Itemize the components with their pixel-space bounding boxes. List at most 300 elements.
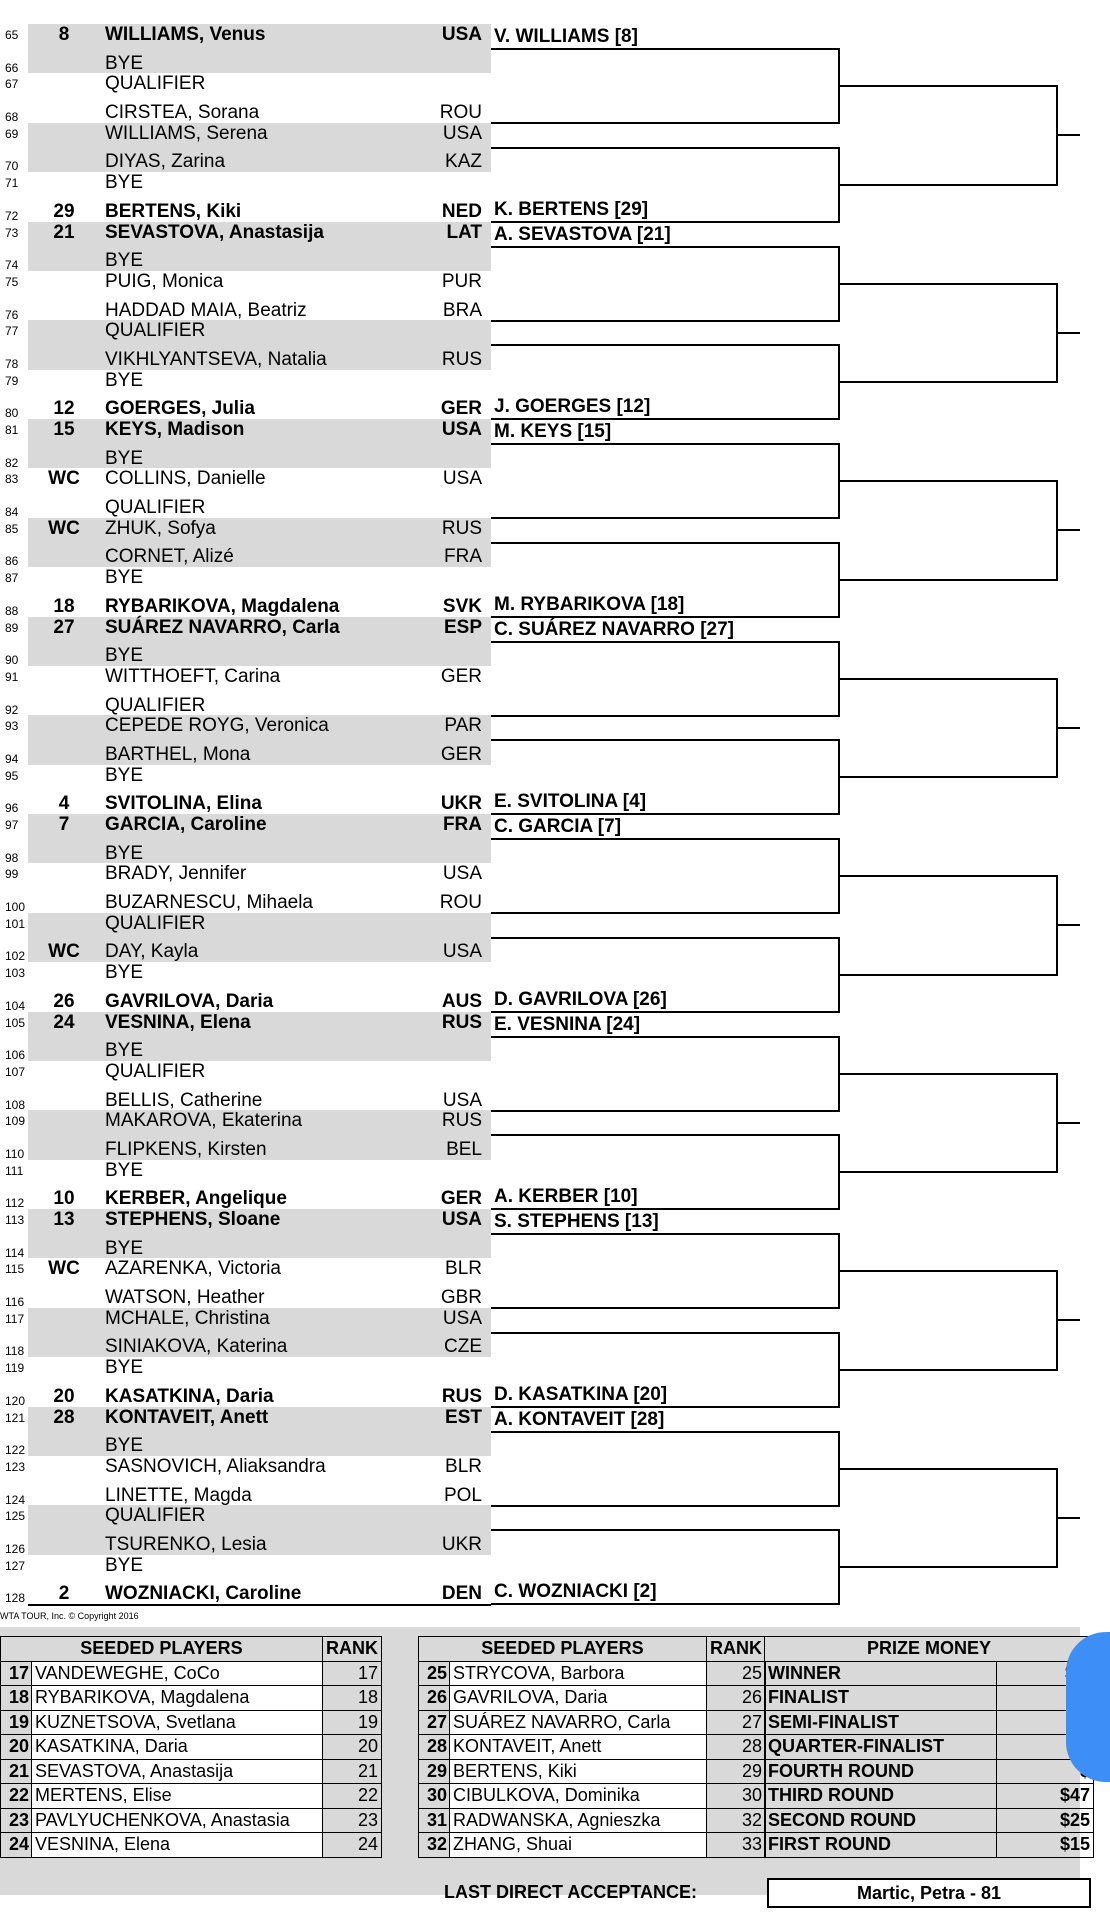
draw-entry — [0, 24, 492, 49]
row-shading — [28, 839, 491, 864]
bracket-line — [491, 517, 838, 519]
draw-position: 115 — [5, 1262, 25, 1277]
draw-table — [0, 24, 492, 1604]
prize-money-header: PRIZE MONEY — [765, 1637, 1094, 1662]
seed-number: 21 — [1, 1759, 32, 1784]
player-name: TSURENKO, Lesia — [105, 1533, 267, 1555]
seed-number: 20 — [1, 1735, 32, 1760]
bracket-line — [491, 1233, 838, 1235]
prize-row — [765, 1759, 1094, 1784]
draw-entry — [0, 1555, 492, 1580]
seeded-row — [419, 1784, 766, 1809]
seeded-row — [419, 1833, 766, 1858]
seeded-player-name: SUÁREZ NAVARRO, Carla — [450, 1710, 707, 1735]
player-name: BYE — [105, 1435, 144, 1457]
player-name: CORNET, Alizé — [105, 546, 234, 568]
draw-position: 82 — [5, 455, 19, 470]
bracket-line — [1056, 1468, 1058, 1569]
bracket-line — [838, 1369, 1056, 1371]
draw-entry — [0, 73, 492, 98]
draw-position: 128 — [5, 1591, 26, 1606]
draw-position: 102 — [5, 949, 26, 964]
player-name: COLLINS, Danielle — [105, 468, 266, 490]
draw-position: 124 — [5, 1492, 26, 1507]
player-name: BELLIS, Catherine — [105, 1089, 263, 1111]
draw-position: 106 — [5, 1048, 26, 1063]
seed-label: WC — [48, 517, 80, 539]
draw-position: 112 — [5, 1196, 25, 1211]
country-code: USA — [441, 1209, 482, 1230]
draw-position: 81 — [5, 423, 19, 437]
prize-row — [765, 1710, 1094, 1735]
bracket-line — [838, 974, 1056, 976]
draw-position: 92 — [5, 702, 19, 717]
player-name: KONTAVEIT, Anett — [105, 1406, 269, 1428]
seeded-player-name: RADWANSKA, Agnieszka — [450, 1808, 707, 1833]
draw-entry — [0, 542, 492, 567]
player-name: BYE — [105, 962, 144, 984]
player-name: BRADY, Jennifer — [105, 863, 247, 885]
seeded-player-rank: 33 — [707, 1833, 766, 1858]
draw-entry — [0, 246, 492, 271]
bracket-line — [491, 147, 838, 149]
country-code: BLR — [445, 1455, 482, 1477]
seeded-player-rank: 20 — [323, 1735, 382, 1760]
player-name: BARTHEL, Mona — [105, 743, 251, 765]
bracket-line — [491, 838, 838, 840]
country-code: SVK — [442, 595, 482, 617]
bracket-line — [838, 184, 1056, 186]
bracket-line — [838, 1073, 1056, 1075]
seed-number: 29 — [419, 1759, 450, 1784]
draw-position: 88 — [5, 603, 19, 618]
draw-entry — [0, 814, 492, 839]
country-code: RUS — [441, 517, 482, 539]
draw-entry — [0, 419, 492, 444]
seed-number: 24 — [1, 1833, 32, 1858]
prize-amount: $15 — [997, 1833, 1094, 1858]
country-code: GER — [440, 743, 482, 765]
bracket-line — [491, 320, 838, 322]
bracket-line — [491, 739, 838, 741]
player-name: ZHUK, Sofya — [105, 517, 216, 539]
player-name: SASNOVICH, Aliaksandra — [105, 1455, 326, 1477]
draw-entry — [0, 172, 492, 197]
seeded-players-header: SEEDED PLAYERS — [1, 1637, 323, 1662]
draw-entry — [0, 617, 492, 642]
country-code: USA — [441, 419, 482, 440]
draw-position: 104 — [5, 998, 26, 1013]
seeded-player-name: KONTAVEIT, Anett — [450, 1735, 707, 1760]
seed-number: 28 — [419, 1735, 450, 1760]
advancer-label: D. KASATKINA [20] — [494, 1383, 668, 1405]
seeded-player-name: SEVASTOVA, Anastasija — [32, 1759, 323, 1784]
player-name: MCHALE, Christina — [105, 1307, 270, 1329]
seeded-player-rank: 23 — [323, 1808, 382, 1833]
country-code: DEN — [441, 1583, 482, 1605]
prize-row — [765, 1735, 1094, 1760]
prize-round: FOURTH ROUND — [765, 1759, 997, 1784]
country-code: RUS — [441, 1385, 482, 1407]
player-name: VESNINA, Elena — [105, 1011, 251, 1033]
seed-number: 31 — [419, 1808, 450, 1833]
player-name: BYE — [105, 1554, 144, 1576]
draw-position: 114 — [5, 1245, 25, 1260]
draw-position: 70 — [5, 159, 19, 174]
country-code: RUS — [441, 1110, 482, 1132]
country-code: GER — [440, 1188, 482, 1210]
country-code: BEL — [446, 1138, 482, 1160]
country-code: USA — [441, 24, 482, 45]
seeded-player-name: GAVRILOVA, Daria — [450, 1686, 707, 1711]
draw-position: 121 — [5, 1410, 26, 1425]
bracket-line — [838, 678, 1056, 680]
seeded-player-rank: 30 — [707, 1784, 766, 1809]
bracket-line — [838, 875, 1056, 877]
player-name: DIYAS, Zarina — [105, 151, 226, 173]
bracket-line — [491, 1036, 838, 1038]
bracket-line — [1056, 924, 1080, 926]
player-name: KASATKINA, Daria — [105, 1385, 274, 1407]
draw-entry — [0, 1086, 492, 1111]
draw-entry — [0, 1135, 492, 1160]
seed-label: 4 — [58, 793, 70, 815]
bracket-line — [838, 85, 1056, 87]
player-name: KERBER, Angelique — [105, 1188, 287, 1210]
bracket-line — [491, 641, 838, 643]
player-name: BYE — [105, 172, 144, 194]
seeded-row — [1, 1808, 382, 1833]
bracket-line — [491, 912, 838, 914]
bracket-line — [838, 937, 840, 1013]
seed-label: WC — [48, 941, 80, 963]
seed-number: 22 — [1, 1784, 32, 1809]
bracket-line — [838, 381, 1056, 383]
bracket-line — [491, 1603, 838, 1605]
player-name: QUALIFIER — [105, 73, 206, 95]
prize-amount: $47 — [997, 1784, 1094, 1809]
player-name: WATSON, Heather — [105, 1287, 265, 1309]
prize-row — [765, 1833, 1094, 1858]
seeded-player-rank: 24 — [323, 1833, 382, 1858]
draw-position: 87 — [5, 571, 19, 586]
player-name: GOERGES, Julia — [105, 398, 255, 420]
prize-row — [765, 1686, 1094, 1711]
draw-bottom-rule — [28, 1604, 491, 1606]
player-name: SVITOLINA, Elina — [105, 793, 262, 815]
draw-position: 98 — [5, 850, 19, 865]
draw-position: 72 — [5, 208, 19, 223]
draw-position: 85 — [5, 521, 19, 536]
draw-entry — [0, 271, 492, 296]
draw-entry — [0, 296, 492, 321]
seeded-player-rank: 28 — [707, 1735, 766, 1760]
bracket-line — [1056, 727, 1080, 729]
country-code: AUS — [441, 990, 482, 1012]
player-name: BYE — [105, 250, 144, 272]
draw-position: 123 — [5, 1459, 26, 1474]
draw-entry — [0, 962, 492, 987]
player-name: LINETTE, Magda — [105, 1484, 252, 1506]
prize-round: THIRD ROUND — [765, 1784, 997, 1809]
seeded-player-name: STRYCOVA, Barbora — [450, 1661, 707, 1686]
draw-position: 86 — [5, 554, 19, 569]
seeded-player-rank: 27 — [707, 1710, 766, 1735]
draw-entry — [0, 1012, 492, 1037]
country-code: USA — [442, 941, 482, 963]
draw-entry — [0, 937, 492, 962]
draw-entry — [0, 765, 492, 790]
draw-position: 117 — [5, 1311, 25, 1326]
advancer-label: M. RYBARIKOVA [18] — [494, 593, 685, 615]
country-code: ROU — [439, 892, 482, 914]
draw-position: 119 — [5, 1361, 25, 1376]
draw-entry — [0, 1036, 492, 1061]
player-name: BYE — [105, 567, 144, 589]
country-code: RUS — [441, 348, 482, 370]
seeded-row — [419, 1686, 766, 1711]
bracket-line — [838, 1332, 840, 1408]
seed-label: 15 — [53, 419, 75, 440]
draw-entry — [0, 567, 492, 592]
bracket-line — [1056, 283, 1058, 384]
country-code: ESP — [443, 616, 482, 638]
player-name: WILLIAMS, Venus — [105, 24, 266, 45]
draw-entry — [0, 1308, 492, 1333]
draw-position: 101 — [5, 916, 26, 931]
country-code: USA — [442, 863, 482, 885]
player-name: FLIPKENS, Kirsten — [105, 1138, 267, 1160]
bracket-line — [491, 715, 838, 717]
bracket-line — [491, 1406, 838, 1408]
bracket-line — [1056, 332, 1080, 334]
draw-position: 79 — [5, 373, 19, 388]
bracket-line — [838, 1270, 1056, 1272]
draw-position: 68 — [5, 110, 19, 125]
prize-round: QUARTER-FINALIST — [765, 1735, 997, 1760]
draw-position: 111 — [5, 1163, 24, 1178]
seed-number: 25 — [419, 1661, 450, 1686]
seeded-row — [1, 1759, 382, 1784]
draw-entry — [0, 222, 492, 247]
draw-entry — [0, 1258, 492, 1283]
bracket-line — [838, 1171, 1056, 1173]
bracket-line — [1056, 85, 1058, 186]
bracket-line — [1056, 1517, 1080, 1519]
row-shading — [28, 320, 491, 345]
row-shading — [28, 49, 491, 74]
draw-position: 78 — [5, 356, 19, 371]
player-name: CIRSTEA, Sorana — [105, 102, 260, 124]
seed-label: 2 — [58, 1583, 70, 1605]
bracket-line — [1056, 1319, 1080, 1321]
player-name: MAKAROVA, Ekaterina — [105, 1110, 303, 1132]
draw-entry — [0, 444, 492, 469]
player-name: PUIG, Monica — [105, 270, 224, 292]
bracket-line — [838, 1233, 840, 1309]
advancer-label: C. SUÁREZ NAVARRO [27] — [494, 618, 734, 640]
seed-label: WC — [48, 468, 80, 490]
advancer-label: A. KERBER [10] — [494, 1186, 638, 1208]
draw-entry — [0, 888, 492, 913]
player-name: GARCIA, Caroline — [105, 814, 267, 835]
bracket-line — [491, 122, 838, 124]
bracket-line — [1056, 1073, 1058, 1174]
seeded-player-rank: 18 — [323, 1686, 382, 1711]
country-code: BLR — [445, 1258, 482, 1280]
bracket-line — [491, 1431, 838, 1433]
bracket-line — [838, 1134, 840, 1210]
advancer-label: M. KEYS [15] — [494, 421, 612, 442]
draw-position: 99 — [5, 867, 19, 882]
advancer-label: J. GOERGES [12] — [494, 396, 651, 418]
country-code: USA — [442, 468, 482, 490]
draw-entry — [0, 345, 492, 370]
seeded-row — [1, 1735, 382, 1760]
draw-position: 84 — [5, 505, 19, 520]
seeded-player-rank: 29 — [707, 1759, 766, 1784]
bracket-line — [838, 1468, 1056, 1470]
player-name: QUALIFIER — [105, 1060, 206, 1082]
draw-position: 122 — [5, 1443, 26, 1458]
floating-scroll-handle[interactable] — [1066, 1632, 1110, 1782]
draw-position: 109 — [5, 1114, 26, 1129]
seed-number: 23 — [1, 1808, 32, 1833]
bracket-line — [491, 443, 838, 445]
advancer-label: C. WOZNIACKI [2] — [494, 1581, 657, 1603]
prize-money-table — [764, 1636, 1094, 1858]
seeded-player-name: VANDEWEGHE, CoCo — [32, 1661, 323, 1686]
draw-entry — [0, 715, 492, 740]
seeded-player-name: KUZNETSOVA, Svetlana — [32, 1710, 323, 1735]
country-code: UKR — [441, 1533, 482, 1555]
advancer-label: D. GAVRILOVA [26] — [494, 988, 667, 1010]
bracket-line — [491, 1208, 838, 1210]
draw-entry — [0, 691, 492, 716]
bracket-line — [491, 1505, 838, 1507]
country-code: PUR — [441, 270, 482, 292]
country-code: UKR — [440, 793, 482, 815]
seeded-row — [419, 1661, 766, 1686]
bracket-line — [1056, 480, 1058, 581]
seed-label: 20 — [53, 1385, 75, 1407]
seed-number: 18 — [1, 1686, 32, 1711]
draw-position: 125 — [5, 1509, 26, 1524]
draw-entry — [0, 1357, 492, 1382]
player-name: QUALIFIER — [105, 694, 206, 716]
country-code: FRA — [444, 546, 482, 568]
seeded-player-name: MERTENS, Elise — [32, 1784, 323, 1809]
prize-round: FIRST ROUND — [765, 1833, 997, 1858]
draw-position: 103 — [5, 966, 26, 981]
prize-round: SEMI-FINALIST — [765, 1710, 997, 1735]
draw-position: 73 — [5, 225, 19, 240]
bracket-line — [838, 776, 1056, 778]
country-code: CZE — [444, 1336, 482, 1358]
prize-row — [765, 1784, 1094, 1809]
player-name: BYE — [105, 1357, 144, 1379]
draw-entry — [0, 1481, 492, 1506]
seeded-players-header: SEEDED PLAYERS — [419, 1637, 707, 1662]
advancer-label: A. KONTAVEIT [28] — [494, 1408, 665, 1430]
prize-round: WINNER — [765, 1661, 997, 1686]
draw-position: 120 — [5, 1393, 26, 1408]
bracket-line — [838, 542, 840, 618]
bracket-line — [838, 443, 840, 519]
row-shading — [28, 1431, 491, 1456]
country-code: USA — [442, 1307, 482, 1329]
draw-position: 89 — [5, 620, 19, 635]
player-name: AZARENKA, Victoria — [105, 1258, 281, 1280]
player-name: QUALIFIER — [105, 1505, 206, 1527]
row-shading — [28, 1234, 491, 1259]
bracket-line — [838, 344, 840, 420]
draw-entry — [0, 1061, 492, 1086]
draw-entry — [0, 1382, 492, 1407]
draw-position: 105 — [5, 1015, 26, 1030]
player-name: BYE — [105, 1040, 144, 1062]
seed-label: WC — [48, 1258, 80, 1280]
bracket-line — [838, 1529, 840, 1605]
seed-label: 28 — [53, 1406, 75, 1428]
seeded-row — [419, 1759, 766, 1784]
draw-entry — [0, 320, 492, 345]
player-name: BYE — [105, 842, 144, 864]
country-code: GBR — [440, 1287, 482, 1309]
seeded-player-rank: 32 — [707, 1808, 766, 1833]
draw-entry — [0, 1110, 492, 1135]
seed-label: 7 — [58, 814, 70, 835]
bracket-line — [838, 838, 840, 914]
draw-position: 69 — [5, 126, 19, 141]
advancer-label: K. BERTENS [29] — [494, 198, 649, 220]
draw-entry — [0, 1505, 492, 1530]
bracket-line — [1056, 529, 1080, 531]
draw-entry — [0, 1160, 492, 1185]
player-name: BYE — [105, 1237, 144, 1259]
draw-entry — [0, 740, 492, 765]
bracket-line — [491, 1307, 838, 1309]
player-name: BYE — [105, 447, 144, 469]
seed-number: 32 — [419, 1833, 450, 1858]
country-code: USA — [442, 122, 482, 144]
bracket-line — [838, 641, 840, 717]
draw-position: 110 — [5, 1146, 25, 1161]
draw-position: 67 — [5, 77, 19, 92]
draw-entry — [0, 1234, 492, 1259]
bracket-line — [838, 739, 840, 815]
bracket-line — [491, 1529, 838, 1531]
seeded-row — [419, 1710, 766, 1735]
draw-entry — [0, 913, 492, 938]
draw-entry — [0, 863, 492, 888]
seeded-player-rank: 25 — [707, 1661, 766, 1686]
draw-position: 116 — [5, 1295, 25, 1310]
draw-position: 107 — [5, 1064, 26, 1079]
player-name: WITTHOEFT, Carina — [105, 665, 281, 687]
player-name: BYE — [105, 764, 144, 786]
seeded-players-table-left — [0, 1636, 382, 1858]
bracket-line — [838, 283, 1056, 285]
draw-entry — [0, 197, 492, 222]
draw-position: 80 — [5, 406, 19, 421]
draw-position: 95 — [5, 768, 19, 783]
seeded-player-name: BERTENS, Kiki — [450, 1759, 707, 1784]
player-name: WILLIAMS, Serena — [105, 122, 268, 144]
bracket-line — [491, 221, 838, 223]
country-code: RUS — [441, 1011, 482, 1033]
country-code: NED — [441, 200, 482, 222]
